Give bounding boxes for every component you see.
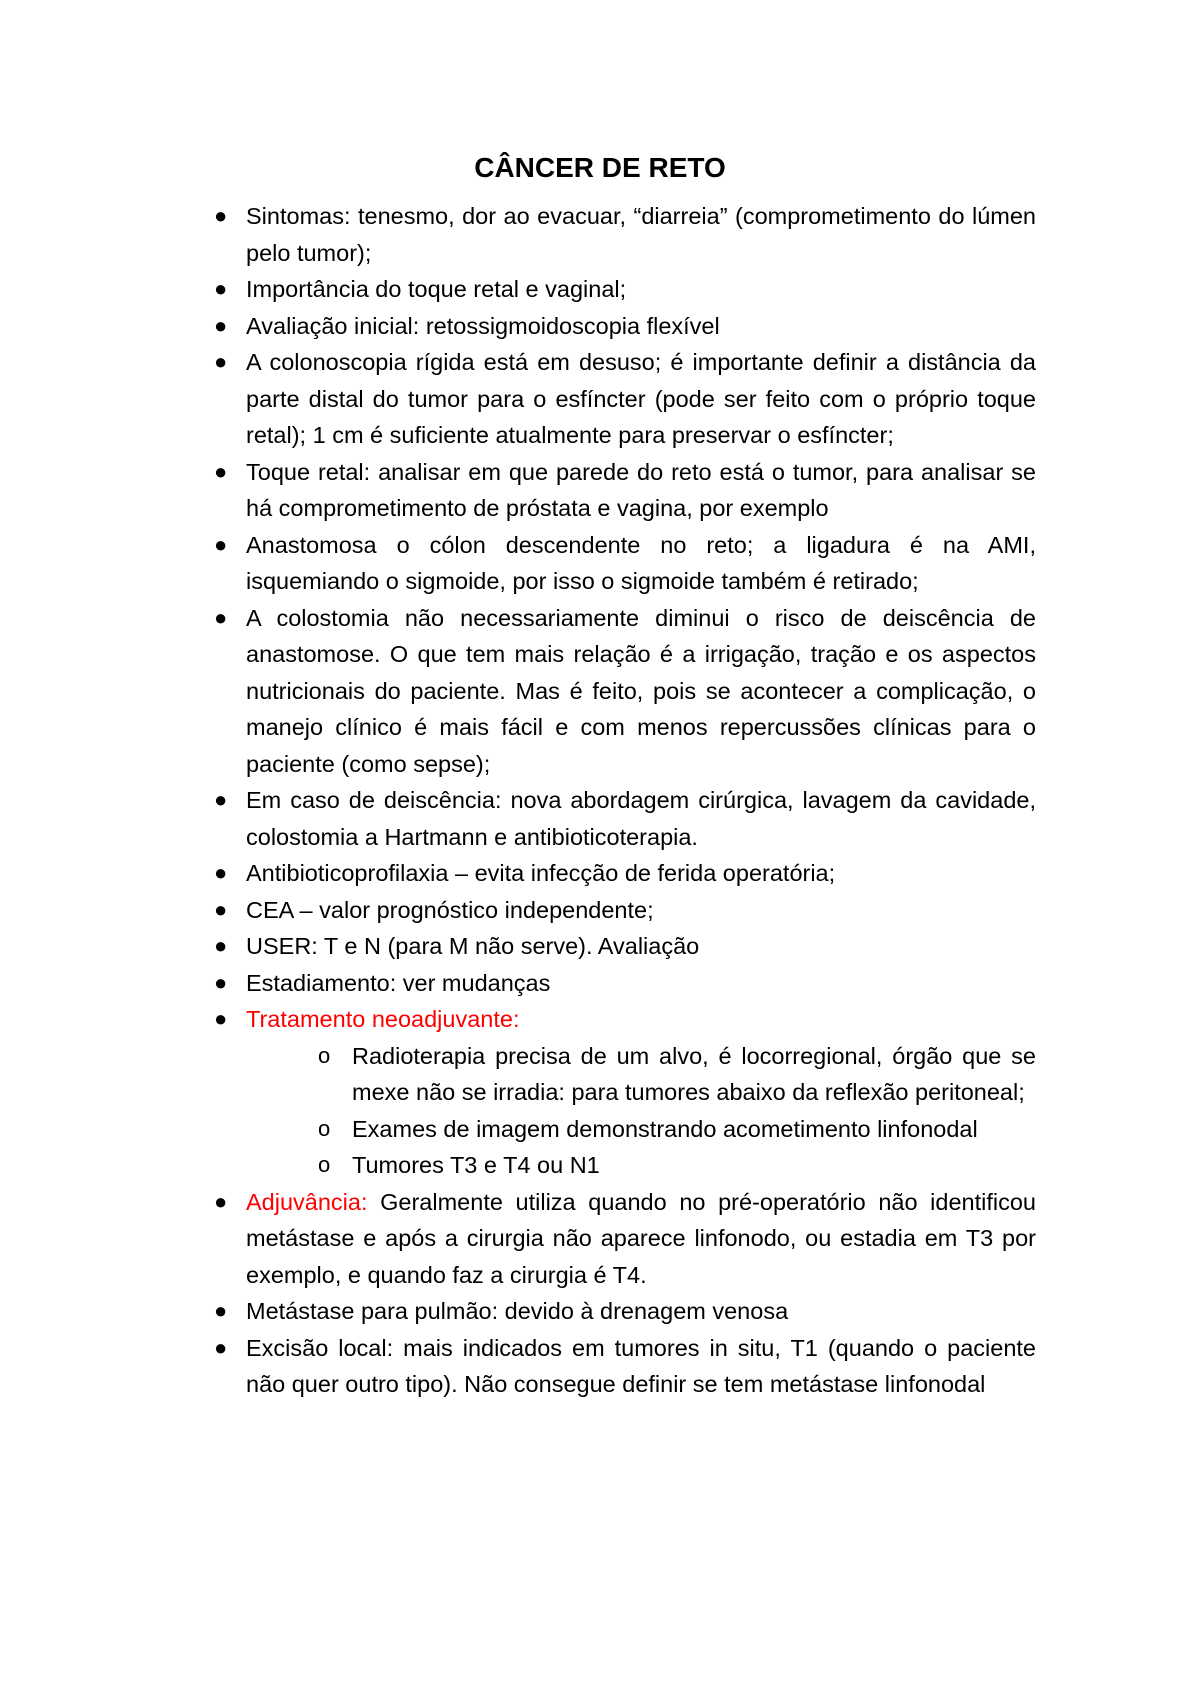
adjuvant-item: ● Adjuvância: Geralmente utiliza quando no pré-operatório não identificou metástase e após a cirurgia não aparece linfonodo, ou estadia em T3 por exemplo, e quando faz a cirurgia é T4. [200, 1184, 1036, 1294]
list-item: ● CEA – valor prognóstico independente; [200, 892, 1036, 929]
list-item: ● USER: T e N (para M não serve). Avaliação [200, 928, 1036, 965]
list-item: ● Antibioticoprofilaxia – evita infecção de ferida operatória; [200, 855, 1036, 892]
neoadjuvant-section [200, 1001, 1036, 1184]
bullet-dot-icon: ● [214, 531, 228, 557]
bullet-circle-icon: o [318, 1152, 331, 1177]
bullet-dot-icon: ● [214, 1006, 228, 1031]
bullet-dot-icon: ● [214, 203, 228, 228]
list-item: ● Metástase para pulmão: devido à drenagem venosa [200, 1293, 1036, 1330]
sub-list-item: o Exames de imagem demonstrando acometimento linfonodal [318, 1111, 1036, 1148]
bullet-circle-icon: o [318, 1115, 331, 1141]
adjuvant-label: Adjuvância: [246, 1188, 368, 1215]
bullet-dot-icon: ● [214, 312, 228, 338]
list-item: ● Estadiamento: ver mudanças [200, 965, 1036, 1002]
bullet-dot-icon: ● [214, 458, 228, 484]
list-item: ● Anastomosa o cólon descendente no reto; a ligadura é na AMI, isquemiando o sigmoide, por isso o sigmoide também é retirado; [200, 527, 1036, 600]
bullet-dot-icon: ● [214, 933, 228, 958]
sub-list-item: o Tumores T3 e T4 ou N1 [318, 1147, 1036, 1184]
list-item: ● A colostomia não necessariamente diminui o risco de deiscência de anastomose. O que tem mais relação é a irrigação, tração e os aspectos nutricionais do paciente. Mas é feito, pois se acontecer a complicação, o manejo clínico é mais fácil e com menos repercussões clínicas para o paciente (como sepse); [200, 600, 1036, 783]
bullet-dot-icon: ● [214, 896, 228, 922]
bullet-dot-icon: ● [214, 1298, 228, 1323]
bullet-list [200, 198, 1036, 1403]
list-item: ● Em caso de deiscência: nova abordagem cirúrgica, lavagem da cavidade, colostomia a Hartmann e antibioticoterapia. [200, 782, 1036, 855]
list-item: ● Toque retal: analisar em que parede do reto está o tumor, para analisar se há comprometimento de próstata e vagina, por exemplo [200, 454, 1036, 527]
sub-list [246, 1038, 1036, 1184]
bullet-dot-icon: ● [214, 1334, 228, 1360]
list-item: ● Sintomas: tenesmo, dor ao evacuar, “diarreia” (comprometimento do lúmen pelo tumor); [200, 198, 1036, 271]
neoadjuvant-heading: Tratamento neoadjuvante: [246, 1006, 520, 1032]
sub-list-item: o Radioterapia precisa de um alvo, é locorregional, órgão que se mexe não se irradia: para tumores abaixo da reflexão peritoneal; [318, 1038, 1036, 1111]
bullet-dot-icon: ● [214, 969, 228, 995]
list-item: ● Excisão local: mais indicados em tumores in situ, T1 (quando o paciente não quer outro tipo). Não consegue definir se tem metástase linfonodal [200, 1330, 1036, 1403]
bullet-dot-icon: ● [214, 349, 228, 374]
bullet-dot-icon: ● [214, 860, 228, 885]
bullet-dot-icon: ● [214, 787, 228, 812]
bullet-dot-icon: ● [214, 604, 228, 630]
list-item: ● Avaliação inicial: retossigmoidoscopia flexível [200, 308, 1036, 345]
list-item: ● A colonoscopia rígida está em desuso; é importante definir a distância da parte distal do tumor para o esfíncter (pode ser feito com o próprio toque retal); 1 cm é suficiente atualmente para preservar o esfíncter; [200, 344, 1036, 454]
bullet-circle-icon: o [318, 1042, 331, 1068]
bullet-dot-icon: ● [214, 1188, 228, 1214]
page-title: CÂNCER DE RETO [474, 152, 726, 183]
bullet-dot-icon: ● [214, 276, 228, 301]
list-item: ● Importância do toque retal e vaginal; [200, 271, 1036, 308]
